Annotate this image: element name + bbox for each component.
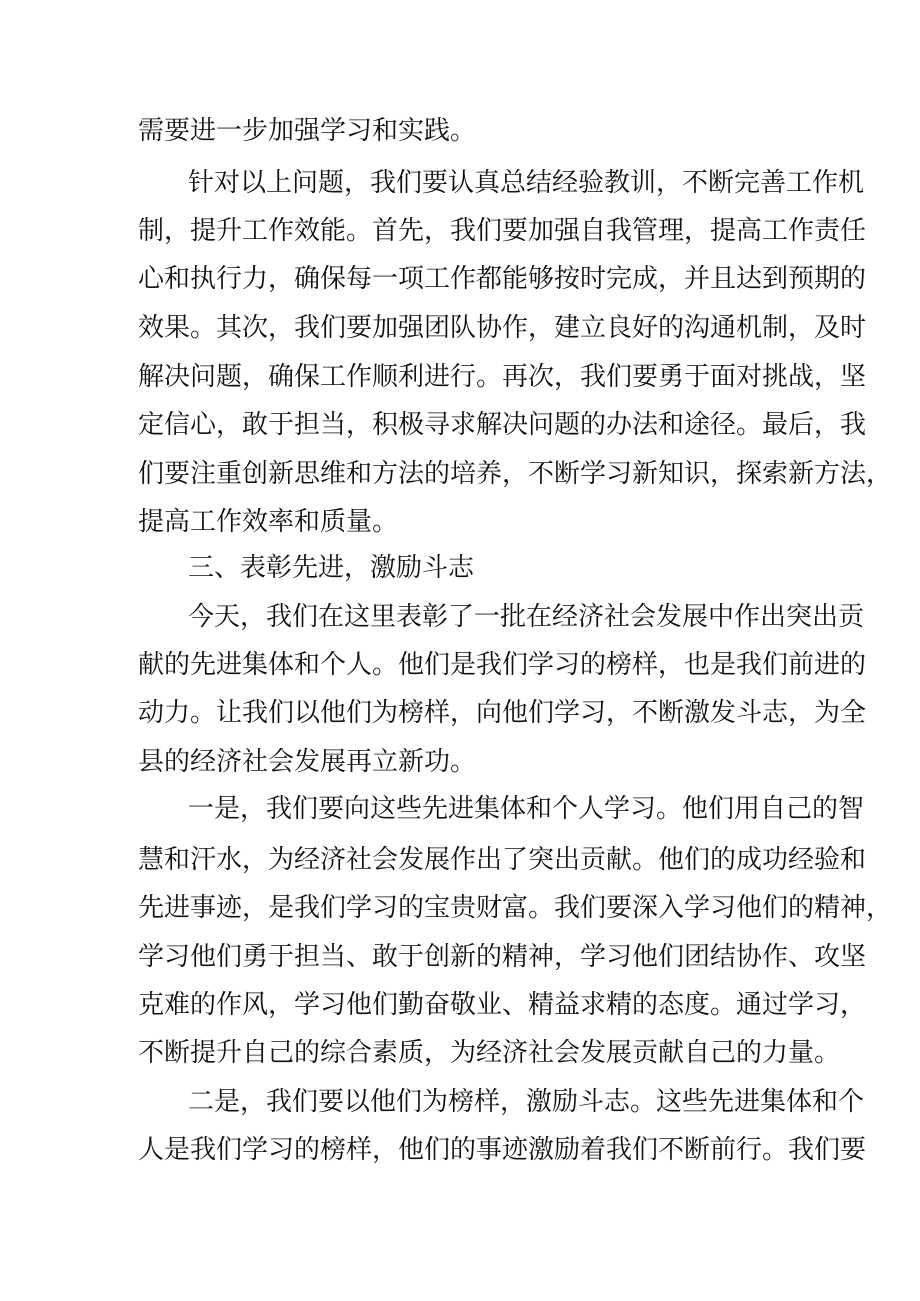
text-line-6: 解决问题，确保工作顺利进行。再次，我们要勇于面对挑战，坚 [138, 362, 867, 392]
paragraph-first-line: 针对以上问题，我们要认真总结经验教训，不断完善工作机 [188, 168, 865, 198]
paragraph-first-line: 今天，我们在这里表彰了一批在经济社会发展中作出突出贡 [188, 602, 865, 632]
text-line-1: 需要进一步加强学习和实践。 [138, 116, 477, 146]
text-line-13: 动力。让我们以他们为榜样，向他们学习，不断激发斗志，为全 [138, 698, 867, 728]
text-line-16: 慧和汗水，为经济社会发展作出了突出贡献。他们的成功经验和 [138, 845, 867, 875]
text-line-7: 定信心，敢于担当，积极寻求解决问题的办法和途径。最后，我 [138, 410, 867, 440]
text-line-19: 克难的作风，学习他们勤奋敬业、精益求精的态度。通过学习， [138, 990, 867, 1020]
text-line-12: 献的先进集体和个人。他们是我们学习的榜样，也是我们前进的 [138, 650, 867, 680]
text-line-9: 提高工作效率和质量。 [138, 507, 399, 537]
paragraph-first-line: 二是，我们要以他们为榜样，激励斗志。这些先进集体和个 [188, 1087, 865, 1117]
paragraph-first-line: 一是，我们要向这些先进集体和个人学习。他们用自己的智 [188, 794, 865, 824]
text-line-22: 人是我们学习的榜样，他们的事迹激励着我们不断前行。我们要 [138, 1135, 867, 1165]
section-heading: 三、表彰先进，激励斗志 [188, 553, 475, 583]
text-line-14: 县的经济社会发展再立新功。 [138, 747, 477, 777]
text-line-4: 心和执行力，确保每一项工作都能够按时完成，并且达到预期的 [138, 264, 867, 294]
text-line-8: 们要注重创新思维和方法的培养，不断学习新知识，探索新方法， [138, 459, 893, 489]
text-line-5: 效果。其次，我们要加强团队协作，建立良好的沟通机制，及时 [138, 313, 867, 343]
text-line-20: 不断提升自己的综合素质，为经济社会发展贡献自己的力量。 [138, 1038, 841, 1068]
text-line-17: 先进事迹，是我们学习的宝贵财富。我们要深入学习他们的精神， [138, 893, 893, 923]
text-line-3: 制，提升工作效能。首先，我们要加强自我管理，提高工作责任 [138, 216, 867, 246]
text-line-18: 学习他们勇于担当、敢于创新的精神，学习他们团结协作、攻坚 [138, 942, 867, 972]
